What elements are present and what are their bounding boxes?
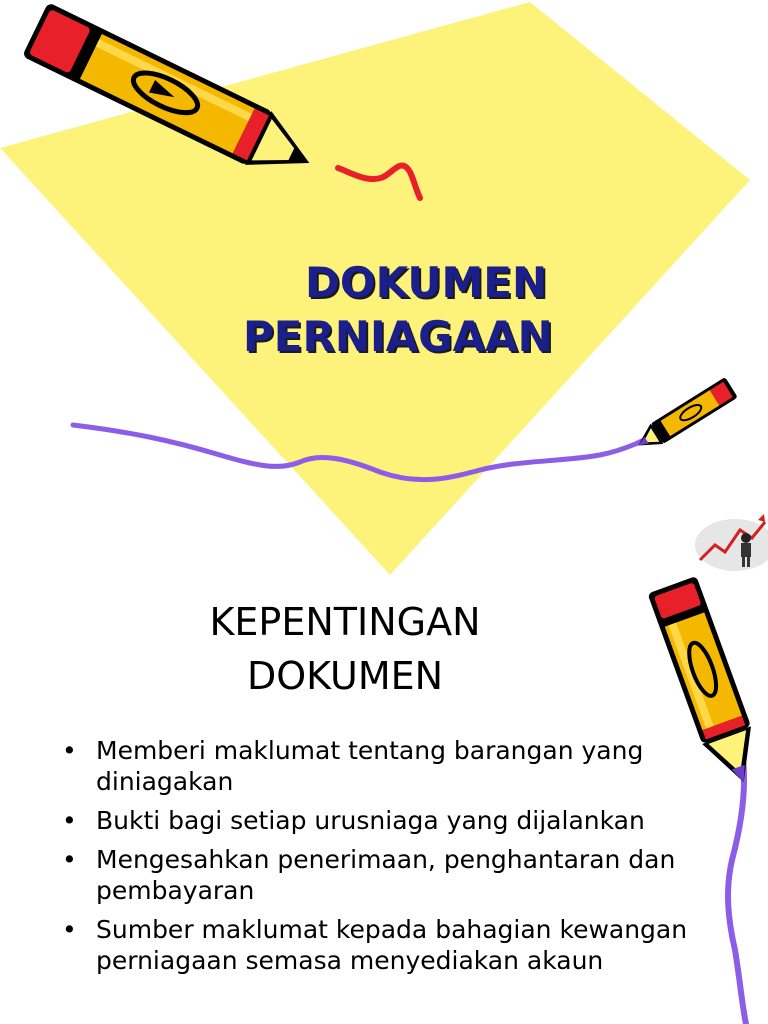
purple-vertical-line [728, 752, 746, 1024]
bullet-item [62, 805, 702, 836]
bullet-item [62, 914, 702, 976]
bullet-symbol: • [62, 736, 77, 765]
bullet-item [62, 844, 702, 906]
stock-chart-clipart-icon [695, 514, 768, 571]
bullet-text: Memberi maklumat tentang barangan yang diniagakan [96, 736, 644, 796]
bullet-symbol: • [62, 845, 77, 874]
bullet-symbol: • [62, 915, 77, 944]
small-pencil-icon [632, 377, 738, 456]
bullet-item [62, 735, 702, 797]
slide-title-line-1: DOKUMEN [305, 258, 548, 307]
section-heading-line-2: DOKUMEN [246, 654, 444, 698]
section-heading-line-1: KEPENTINGAN [209, 600, 481, 644]
bullet-text: Sumber maklumat kepada bahagian kewangan perniagaan semasa menyediakan akaun [96, 915, 688, 975]
bullet-text: Mengesahkan penerimaan, penghantaran dan pembayaran [96, 845, 676, 905]
slide-title-line-2: PERNIAGAAN [243, 312, 553, 361]
bullet-text: Bukti bagi setiap urusniaga yang dijalankan [96, 806, 645, 835]
bullet-symbol: • [62, 806, 77, 835]
bullet-list [62, 735, 702, 984]
